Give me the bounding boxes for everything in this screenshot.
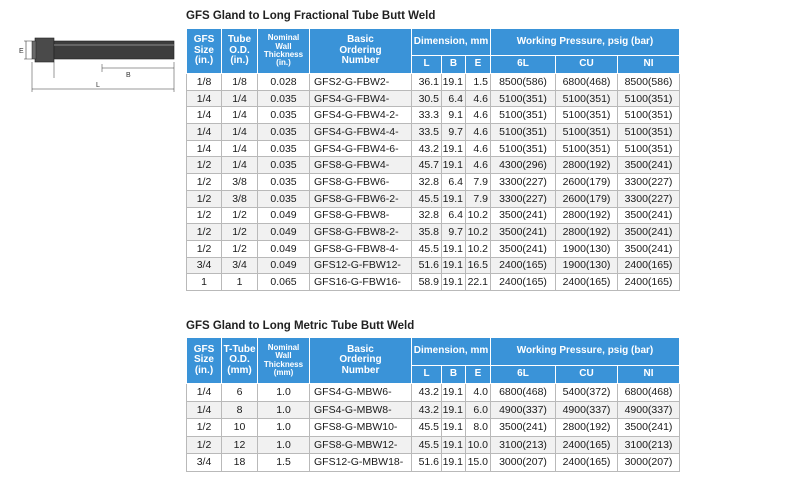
cell-wall-thickness: 1.0 — [258, 419, 310, 437]
table-row — [187, 257, 680, 274]
cell-dim-e: 22.1 — [466, 274, 491, 291]
cell-ordering-number: GFS2-G-FBW2- — [310, 74, 412, 91]
cell-dim-l: 45.5 — [412, 436, 442, 454]
table-row — [187, 74, 680, 91]
cell-gfs-size: 1/2 — [187, 207, 222, 224]
cell-tube-od: 1/2 — [222, 224, 258, 241]
cell-pressure-6l: 3100(213) — [491, 436, 556, 454]
cell-dim-b: 19.1 — [442, 419, 466, 437]
cell-dim-e: 10.2 — [466, 240, 491, 257]
cell-gfs-size: 1/4 — [187, 107, 222, 124]
cell-dim-l: 32.8 — [412, 207, 442, 224]
label-e: E — [19, 48, 24, 55]
cell-gfs-size: 1/2 — [187, 419, 222, 437]
table-row — [187, 190, 680, 207]
header-cu: CU — [556, 56, 618, 74]
cell-dim-e: 15.0 — [466, 454, 491, 472]
cell-gfs-size: 1/8 — [187, 74, 222, 91]
cell-ordering-number: GFS8-G-FBW8- — [310, 207, 412, 224]
cell-pressure-ni: 3300(227) — [618, 174, 680, 191]
cell-pressure-6l: 3300(227) — [491, 174, 556, 191]
cell-gfs-size: 1/2 — [187, 157, 222, 174]
cell-wall-thickness: 0.065 — [258, 274, 310, 291]
cell-tube-od: 1/4 — [222, 90, 258, 107]
cell-dim-e: 4.6 — [466, 107, 491, 124]
cell-ordering-number: GFS4-G-FBW4-2- — [310, 107, 412, 124]
cell-pressure-ni: 3500(241) — [618, 419, 680, 437]
cell-dim-e: 1.5 — [466, 74, 491, 91]
gland-collar — [32, 41, 36, 59]
cell-pressure-6l: 2400(165) — [491, 274, 556, 291]
cell-dim-e: 10.2 — [466, 207, 491, 224]
header-dimension: Dimension, mm — [412, 338, 491, 366]
cell-wall-thickness: 0.035 — [258, 190, 310, 207]
table-row — [187, 436, 680, 454]
table-row — [187, 174, 680, 191]
table-row — [187, 157, 680, 174]
cell-pressure-6l: 3500(241) — [491, 419, 556, 437]
cell-dim-b: 9.1 — [442, 107, 466, 124]
cell-dim-l: 43.2 — [412, 401, 442, 419]
cell-wall-thickness: 0.035 — [258, 140, 310, 157]
cell-dim-e: 6.0 — [466, 401, 491, 419]
header-cu: CU — [556, 366, 618, 384]
fitting-diagram — [18, 28, 183, 98]
cell-dim-l: 36.1 — [412, 74, 442, 91]
label-l: L — [96, 82, 100, 89]
cell-pressure-ni: 5100(351) — [618, 124, 680, 141]
cell-gfs-size: 1/4 — [187, 384, 222, 402]
cell-pressure-6l: 6800(468) — [491, 384, 556, 402]
table-row — [187, 207, 680, 224]
cell-pressure-ni: 4900(337) — [618, 401, 680, 419]
cell-dim-b: 19.1 — [442, 240, 466, 257]
gland-body — [35, 38, 54, 62]
cell-gfs-size: 1/2 — [187, 240, 222, 257]
header-6l: 6L — [491, 366, 556, 384]
table-row — [187, 90, 680, 107]
cell-pressure-6l: 4300(296) — [491, 157, 556, 174]
cell-dim-b: 19.1 — [442, 454, 466, 472]
cell-ordering-number: GFS4-G-FBW4-4- — [310, 124, 412, 141]
cell-dim-l: 43.2 — [412, 384, 442, 402]
cell-dim-l: 51.6 — [412, 257, 442, 274]
cell-pressure-cu: 2800(192) — [556, 224, 618, 241]
cell-pressure-ni: 5100(351) — [618, 107, 680, 124]
cell-ordering-number: GFS8-G-FBW8-4- — [310, 240, 412, 257]
cell-pressure-cu: 5100(351) — [556, 107, 618, 124]
cell-wall-thickness: 0.049 — [258, 240, 310, 257]
tube-body — [54, 41, 174, 59]
cell-wall-thickness: 0.035 — [258, 174, 310, 191]
cell-dim-l: 33.3 — [412, 107, 442, 124]
cell-dim-b: 19.1 — [442, 74, 466, 91]
cell-gfs-size: 1/2 — [187, 436, 222, 454]
header-l: L — [412, 56, 442, 74]
cell-dim-e: 7.9 — [466, 174, 491, 191]
cell-pressure-6l: 5100(351) — [491, 90, 556, 107]
cell-dim-b: 6.4 — [442, 207, 466, 224]
cell-dim-b: 19.1 — [442, 140, 466, 157]
cell-dim-e: 4.0 — [466, 384, 491, 402]
cell-tube-od: 18 — [222, 454, 258, 472]
cell-dim-b: 19.1 — [442, 257, 466, 274]
cell-pressure-cu: 2800(192) — [556, 419, 618, 437]
cell-gfs-size: 1/2 — [187, 174, 222, 191]
cell-tube-od: 1/4 — [222, 124, 258, 141]
cell-wall-thickness: 1.0 — [258, 401, 310, 419]
cell-dim-b: 19.1 — [442, 274, 466, 291]
cell-pressure-6l: 3000(207) — [491, 454, 556, 472]
cell-dim-l: 45.7 — [412, 157, 442, 174]
cell-pressure-ni: 8500(586) — [618, 74, 680, 91]
cell-wall-thickness: 0.049 — [258, 257, 310, 274]
cell-ordering-number: GFS8-G-MBW12- — [310, 436, 412, 454]
cell-wall-thickness: 0.028 — [258, 74, 310, 91]
cell-dim-l: 30.5 — [412, 90, 442, 107]
cell-ordering-number: GFS8-G-FBW4- — [310, 157, 412, 174]
fractional-table — [186, 28, 680, 291]
header-dimension: Dimension, mm — [412, 29, 491, 56]
cell-gfs-size: 1/2 — [187, 224, 222, 241]
cell-gfs-size: 1 — [187, 274, 222, 291]
cell-pressure-cu: 1900(130) — [556, 257, 618, 274]
cell-gfs-size: 1/2 — [187, 190, 222, 207]
label-b: B — [126, 72, 131, 79]
header-e: E — [466, 56, 491, 74]
cell-dim-l: 33.5 — [412, 124, 442, 141]
cell-ordering-number: GFS8-G-FBW6-2- — [310, 190, 412, 207]
table-row — [187, 419, 680, 437]
cell-pressure-ni: 2400(165) — [618, 274, 680, 291]
cell-wall-thickness: 0.035 — [258, 107, 310, 124]
header-gfs-size: GFS Size (in.) — [187, 338, 222, 384]
cell-ordering-number: GFS16-G-FBW16- — [310, 274, 412, 291]
metric-table-body — [187, 384, 680, 472]
cell-tube-od: 8 — [222, 401, 258, 419]
header-pressure: Working Pressure, psig (bar) — [491, 338, 680, 366]
cell-ordering-number: GFS4-G-MBW6- — [310, 384, 412, 402]
cell-wall-thickness: 1.5 — [258, 454, 310, 472]
header-tube-od: Tube O.D. (in.) — [222, 29, 258, 74]
cell-dim-l: 58.9 — [412, 274, 442, 291]
cell-pressure-6l: 5100(351) — [491, 107, 556, 124]
cell-dim-e: 16.5 — [466, 257, 491, 274]
cell-wall-thickness: 1.0 — [258, 436, 310, 454]
cell-pressure-cu: 2400(165) — [556, 454, 618, 472]
header-gfs-size: GFS Size (in.) — [187, 29, 222, 74]
cell-tube-od: 1/4 — [222, 107, 258, 124]
cell-pressure-cu: 5100(351) — [556, 124, 618, 141]
table-row — [187, 274, 680, 291]
table-row — [187, 384, 680, 402]
cell-dim-l: 35.8 — [412, 224, 442, 241]
cell-pressure-6l: 4900(337) — [491, 401, 556, 419]
cell-tube-od: 3/8 — [222, 174, 258, 191]
cell-dim-e: 7.9 — [466, 190, 491, 207]
metric-table — [186, 337, 680, 472]
header-ni: NI — [618, 56, 680, 74]
cell-pressure-6l: 5100(351) — [491, 140, 556, 157]
header-wall-thickness: Nominal Wall Thickness (mm) — [258, 338, 310, 384]
cell-dim-b: 6.4 — [442, 174, 466, 191]
cell-dim-e: 10.0 — [466, 436, 491, 454]
cell-dim-l: 45.5 — [412, 419, 442, 437]
cell-dim-e: 10.2 — [466, 224, 491, 241]
cell-ordering-number: GFS4-G-MBW8- — [310, 401, 412, 419]
cell-pressure-ni: 3100(213) — [618, 436, 680, 454]
cell-pressure-cu: 2800(192) — [556, 207, 618, 224]
cell-gfs-size: 1/4 — [187, 90, 222, 107]
cell-pressure-ni: 3500(241) — [618, 240, 680, 257]
header-b: B — [442, 56, 466, 74]
cell-dim-e: 4.6 — [466, 90, 491, 107]
cell-dim-b: 19.1 — [442, 401, 466, 419]
cell-pressure-cu: 5100(351) — [556, 140, 618, 157]
cell-pressure-ni: 5100(351) — [618, 140, 680, 157]
cell-dim-l: 45.5 — [412, 240, 442, 257]
cell-gfs-size: 1/4 — [187, 401, 222, 419]
cell-wall-thickness: 0.049 — [258, 224, 310, 241]
cell-dim-b: 6.4 — [442, 90, 466, 107]
header-ni: NI — [618, 366, 680, 384]
cell-pressure-cu: 2600(179) — [556, 190, 618, 207]
cell-pressure-ni: 3500(241) — [618, 207, 680, 224]
cell-tube-od: 3/8 — [222, 190, 258, 207]
header-b: B — [442, 366, 466, 384]
cell-pressure-cu: 5400(372) — [556, 384, 618, 402]
table-row — [187, 107, 680, 124]
cell-pressure-cu: 1900(130) — [556, 240, 618, 257]
header-6l: 6L — [491, 56, 556, 74]
cell-pressure-6l: 3300(227) — [491, 190, 556, 207]
cell-dim-b: 9.7 — [442, 124, 466, 141]
cell-pressure-cu: 2800(192) — [556, 157, 618, 174]
cell-pressure-ni: 3500(241) — [618, 224, 680, 241]
cell-tube-od: 1/2 — [222, 207, 258, 224]
header-pressure: Working Pressure, psig (bar) — [491, 29, 680, 56]
cell-wall-thickness: 0.035 — [258, 124, 310, 141]
cell-tube-od: 6 — [222, 384, 258, 402]
cell-pressure-6l: 3500(241) — [491, 224, 556, 241]
cell-dim-e: 8.0 — [466, 419, 491, 437]
cell-gfs-size: 1/4 — [187, 124, 222, 141]
cell-dim-l: 51.6 — [412, 454, 442, 472]
table-row — [187, 454, 680, 472]
cell-dim-e: 4.6 — [466, 140, 491, 157]
cell-ordering-number: GFS8-G-FBW8-2- — [310, 224, 412, 241]
cell-pressure-6l: 2400(165) — [491, 257, 556, 274]
cell-pressure-cu: 6800(468) — [556, 74, 618, 91]
cell-wall-thickness: 0.035 — [258, 90, 310, 107]
cell-pressure-6l: 3500(241) — [491, 207, 556, 224]
table1-title: GFS Gland to Long Fractional Tube Butt Weld — [186, 10, 436, 22]
header-ordering-number: Basic Ordering Number — [310, 29, 412, 74]
cell-pressure-ni: 6800(468) — [618, 384, 680, 402]
cell-pressure-ni: 3500(241) — [618, 157, 680, 174]
cell-pressure-6l: 8500(586) — [491, 74, 556, 91]
header-tube-od: T-Tube O.D. (mm) — [222, 338, 258, 384]
cell-ordering-number: GFS12-G-FBW12- — [310, 257, 412, 274]
table-row — [187, 140, 680, 157]
cell-ordering-number: GFS4-G-FBW4- — [310, 90, 412, 107]
cell-tube-od: 1/4 — [222, 157, 258, 174]
fractional-table-body — [187, 74, 680, 291]
cell-ordering-number: GFS12-G-MBW18- — [310, 454, 412, 472]
cell-dim-b: 19.1 — [442, 157, 466, 174]
cell-dim-l: 32.8 — [412, 174, 442, 191]
table2-title: GFS Gland to Long Metric Tube Butt Weld — [186, 320, 415, 332]
cell-dim-l: 45.5 — [412, 190, 442, 207]
table-row — [187, 224, 680, 241]
cell-dim-e: 4.6 — [466, 157, 491, 174]
header-ordering-number: Basic Ordering Number — [310, 338, 412, 384]
cell-tube-od: 1/8 — [222, 74, 258, 91]
cell-pressure-6l: 5100(351) — [491, 124, 556, 141]
cell-pressure-cu: 2400(165) — [556, 274, 618, 291]
cell-wall-thickness: 1.0 — [258, 384, 310, 402]
cell-pressure-ni: 2400(165) — [618, 257, 680, 274]
cell-tube-od: 1/2 — [222, 240, 258, 257]
header-wall-thickness: Nominal Wall Thickness (in.) — [258, 29, 310, 74]
cell-gfs-size: 3/4 — [187, 257, 222, 274]
cell-pressure-ni: 3000(207) — [618, 454, 680, 472]
cell-wall-thickness: 0.049 — [258, 207, 310, 224]
cell-tube-od: 12 — [222, 436, 258, 454]
cell-tube-od: 10 — [222, 419, 258, 437]
cell-ordering-number: GFS4-G-FBW4-6- — [310, 140, 412, 157]
cell-dim-b: 19.1 — [442, 384, 466, 402]
cell-pressure-cu: 2600(179) — [556, 174, 618, 191]
cell-wall-thickness: 0.035 — [258, 157, 310, 174]
cell-pressure-cu: 2400(165) — [556, 436, 618, 454]
cell-dim-e: 4.6 — [466, 124, 491, 141]
cell-dim-l: 43.2 — [412, 140, 442, 157]
table-row — [187, 401, 680, 419]
header-e: E — [466, 366, 491, 384]
table-row — [187, 240, 680, 257]
cell-pressure-ni: 5100(351) — [618, 90, 680, 107]
cell-gfs-size: 3/4 — [187, 454, 222, 472]
cell-pressure-ni: 3300(227) — [618, 190, 680, 207]
cell-pressure-6l: 3500(241) — [491, 240, 556, 257]
header-l: L — [412, 366, 442, 384]
table-row — [187, 124, 680, 141]
cell-dim-b: 19.1 — [442, 436, 466, 454]
cell-dim-b: 19.1 — [442, 190, 466, 207]
cell-dim-b: 9.7 — [442, 224, 466, 241]
cell-ordering-number: GFS8-G-MBW10- — [310, 419, 412, 437]
cell-tube-od: 1 — [222, 274, 258, 291]
cell-tube-od: 3/4 — [222, 257, 258, 274]
cell-gfs-size: 1/4 — [187, 140, 222, 157]
cell-tube-od: 1/4 — [222, 140, 258, 157]
cell-ordering-number: GFS8-G-FBW6- — [310, 174, 412, 191]
cell-pressure-cu: 4900(337) — [556, 401, 618, 419]
cell-pressure-cu: 5100(351) — [556, 90, 618, 107]
